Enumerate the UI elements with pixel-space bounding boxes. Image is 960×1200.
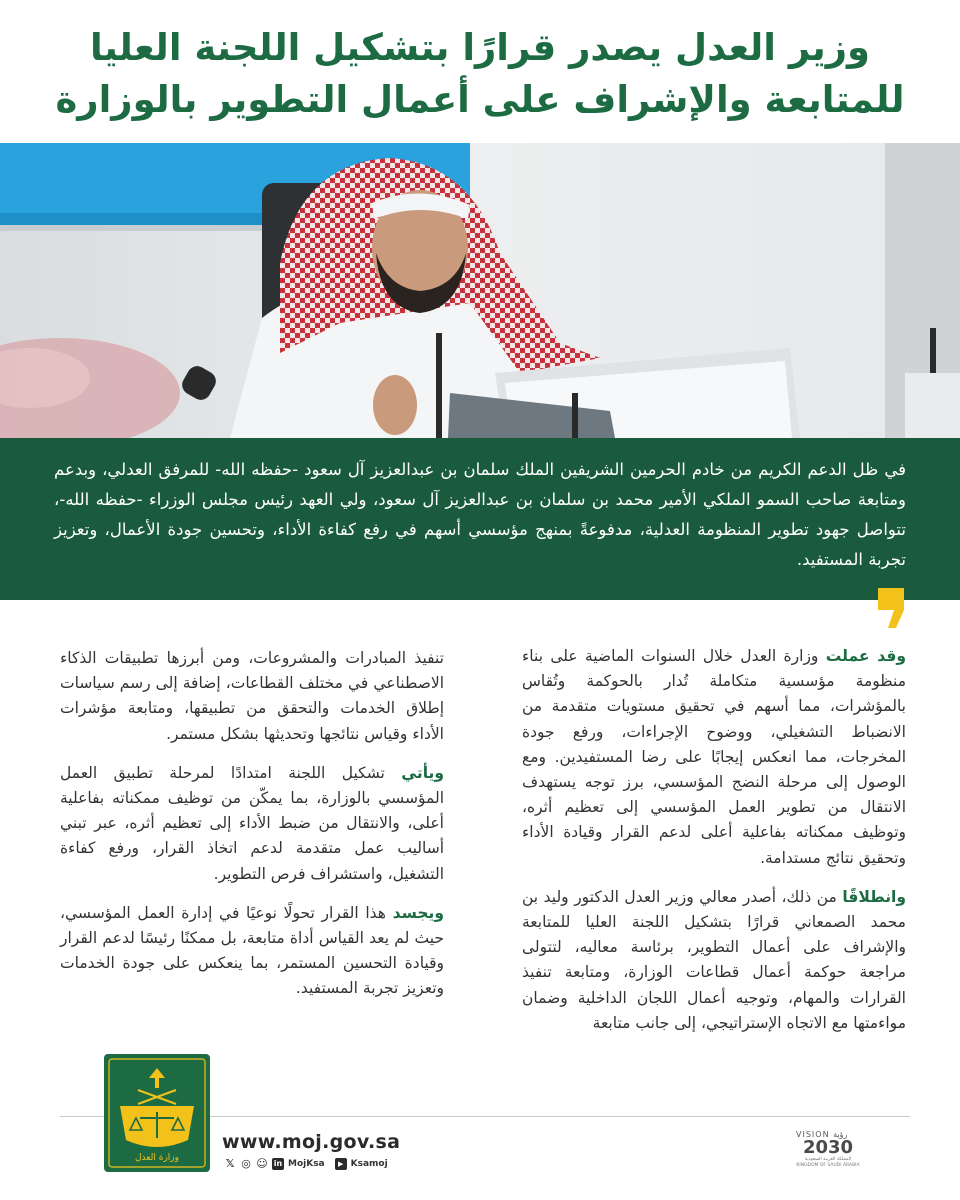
paragraph-lead-word: وانطلاقًا: [842, 887, 906, 906]
vision-year: 2030: [802, 1137, 854, 1158]
paragraph-lead-word: ويأتي: [401, 763, 444, 782]
vision-sub-ar: المملكة العربية السعودية: [804, 1157, 852, 1162]
body-column-right: [522, 644, 906, 1050]
quote-mark-icon: [876, 588, 906, 628]
snapchat-icon[interactable]: ☺: [256, 1157, 268, 1170]
social-bar: [224, 1158, 394, 1170]
minister-photo: [0, 143, 960, 438]
paragraph-lead-word: ويجسد: [392, 903, 444, 922]
paragraph-text: من ذلك، أصدر معالي وزير العدل الدكتور وليد بن محمد الصمعاني قرارًا بتشكيل اللجنة العليا للمتابعة والإشراف على أعمال التطوير، برئاسة معاليه، لتتولى مراجعة حوكمة أعمال قطاعات الوزارة، ومتابعة تنفيذ القرارات والمهام، وتوجيه أعمال اللجان الداخلية وضمان مواءمتها مع الاتجاه الإستراتيجي، إلى جانب متابعة: [522, 887, 906, 1032]
social-handle-youtube[interactable]: Ksamoj: [350, 1159, 388, 1169]
headline-line-1: وزير العدل يصدر قرارًا بتشكيل اللجنة العليا: [89, 26, 871, 69]
paragraph-decision: [522, 885, 906, 1036]
website-link[interactable]: www.moj.gov.sa: [222, 1131, 401, 1153]
body-column-left: [60, 646, 444, 1016]
vision-2030-logo: [796, 1130, 860, 1180]
paragraph-transformation: [60, 901, 444, 1002]
vision-arabic: رؤية: [833, 1130, 848, 1139]
paragraph-text: وزارة العدل خلال السنوات الماضية على بناء منظومة مؤسسية متكاملة تُدار بالحوكمة وتُقاس بالمؤشرات، مما أسهم في تحقيق مستويات متقدمة من الانضباط التشغيلي، ووضوح الإجراءات، ورفع جودة المخرجات، مما انعكس إيجابًا على رضا المستفيدين. ومع الوصول إلى مرحلة النضج المؤسسي، برز توجه يستهدف الانتقال من تطوير العمل المؤسسي إلى تعظيم أثره، وتوظيف ممكناته بفاعلية أعلى لدعم القرار وقيادة الأداء وتحقيق نتائج مستدامة.: [522, 647, 906, 867]
paragraph-lead-word: وقد عملت: [825, 647, 906, 665]
paragraph-text: هذا القرار تحولًا نوعيًا في إدارة العمل المؤسسي، حيث لم يعد القياس أداة متابعة، بل ممكنًا رئيسًا لدعم القرار وقيادة التحسين المستمر، بما ينعكس على جودة الخدمات وتعزيز تجربة المستفيد.: [60, 903, 444, 998]
x-icon[interactable]: 𝕏: [225, 1157, 235, 1170]
social-handle-main[interactable]: MojKsa: [288, 1159, 325, 1169]
vision-label: VISION: [796, 1130, 830, 1139]
paragraph-work: [522, 644, 906, 871]
headline: [40, 22, 920, 126]
headline-line-2: للمتابعة والإشراف على أعمال التطوير بالوزارة: [55, 78, 905, 121]
ministry-logo: [104, 1054, 210, 1172]
intro-text: في ظل الدعم الكريم من خادم الحرمين الشريفين الملك سلمان بن عبدالعزيز آل سعود -حفظه الله- للمرفق العدلي، وبدعم ومتابعة صاحب السمو الملكي الأمير محمد بن سلمان بن عبدالعزيز آل سعود، ولي العهد رئيس مجلس الوزراء -حفظه الله-، تتواصل جهود تطوير المنظومة العدلية، مدفوعةً بمنهج مؤسسي أسهم في رفع كفاءة الأداء، وتحسين جودة الأعمال، وتعزيز تجربة المستفيد.: [54, 460, 906, 569]
vision-sub-en: KINGDOM OF SAUDI ARABIA: [796, 1163, 860, 1168]
intro-band: [0, 438, 960, 600]
youtube-icon[interactable]: ▶: [335, 1158, 347, 1170]
logo-caption: وزارة العدل: [135, 1153, 179, 1163]
instagram-icon[interactable]: ◎: [241, 1157, 251, 1170]
paragraph-extension: [60, 761, 444, 887]
linkedin-icon[interactable]: in: [273, 1159, 283, 1168]
paragraph-text: تشكيل اللجنة امتدادًا لمرحلة تطبيق العمل المؤسسي بالوزارة، بما يمكّن من توظيف ممكناته بفاعلية أعلى، والانتقال من ضبط الأداء إلى تعظيم أثره، عبر تبني أساليب عمل متقدمة لدعم اتخاذ القرار، ورفع كفاءة التشغيل، واستشراف فرص التطوير.: [60, 763, 444, 883]
paragraph-continuation: [60, 646, 444, 747]
paragraph-text: تنفيذ المبادرات والمشروعات، ومن أبرزها تطبيقات الذكاء الاصطناعي في مختلف القطاعات، إضافة إلى رسم سياسات إطلاق الخدمات والتحقق من تطبيقها، ومتابعة مؤشرات الأداء وقياس نتائجها وتحديثها بشكل مستمر.: [60, 649, 444, 743]
